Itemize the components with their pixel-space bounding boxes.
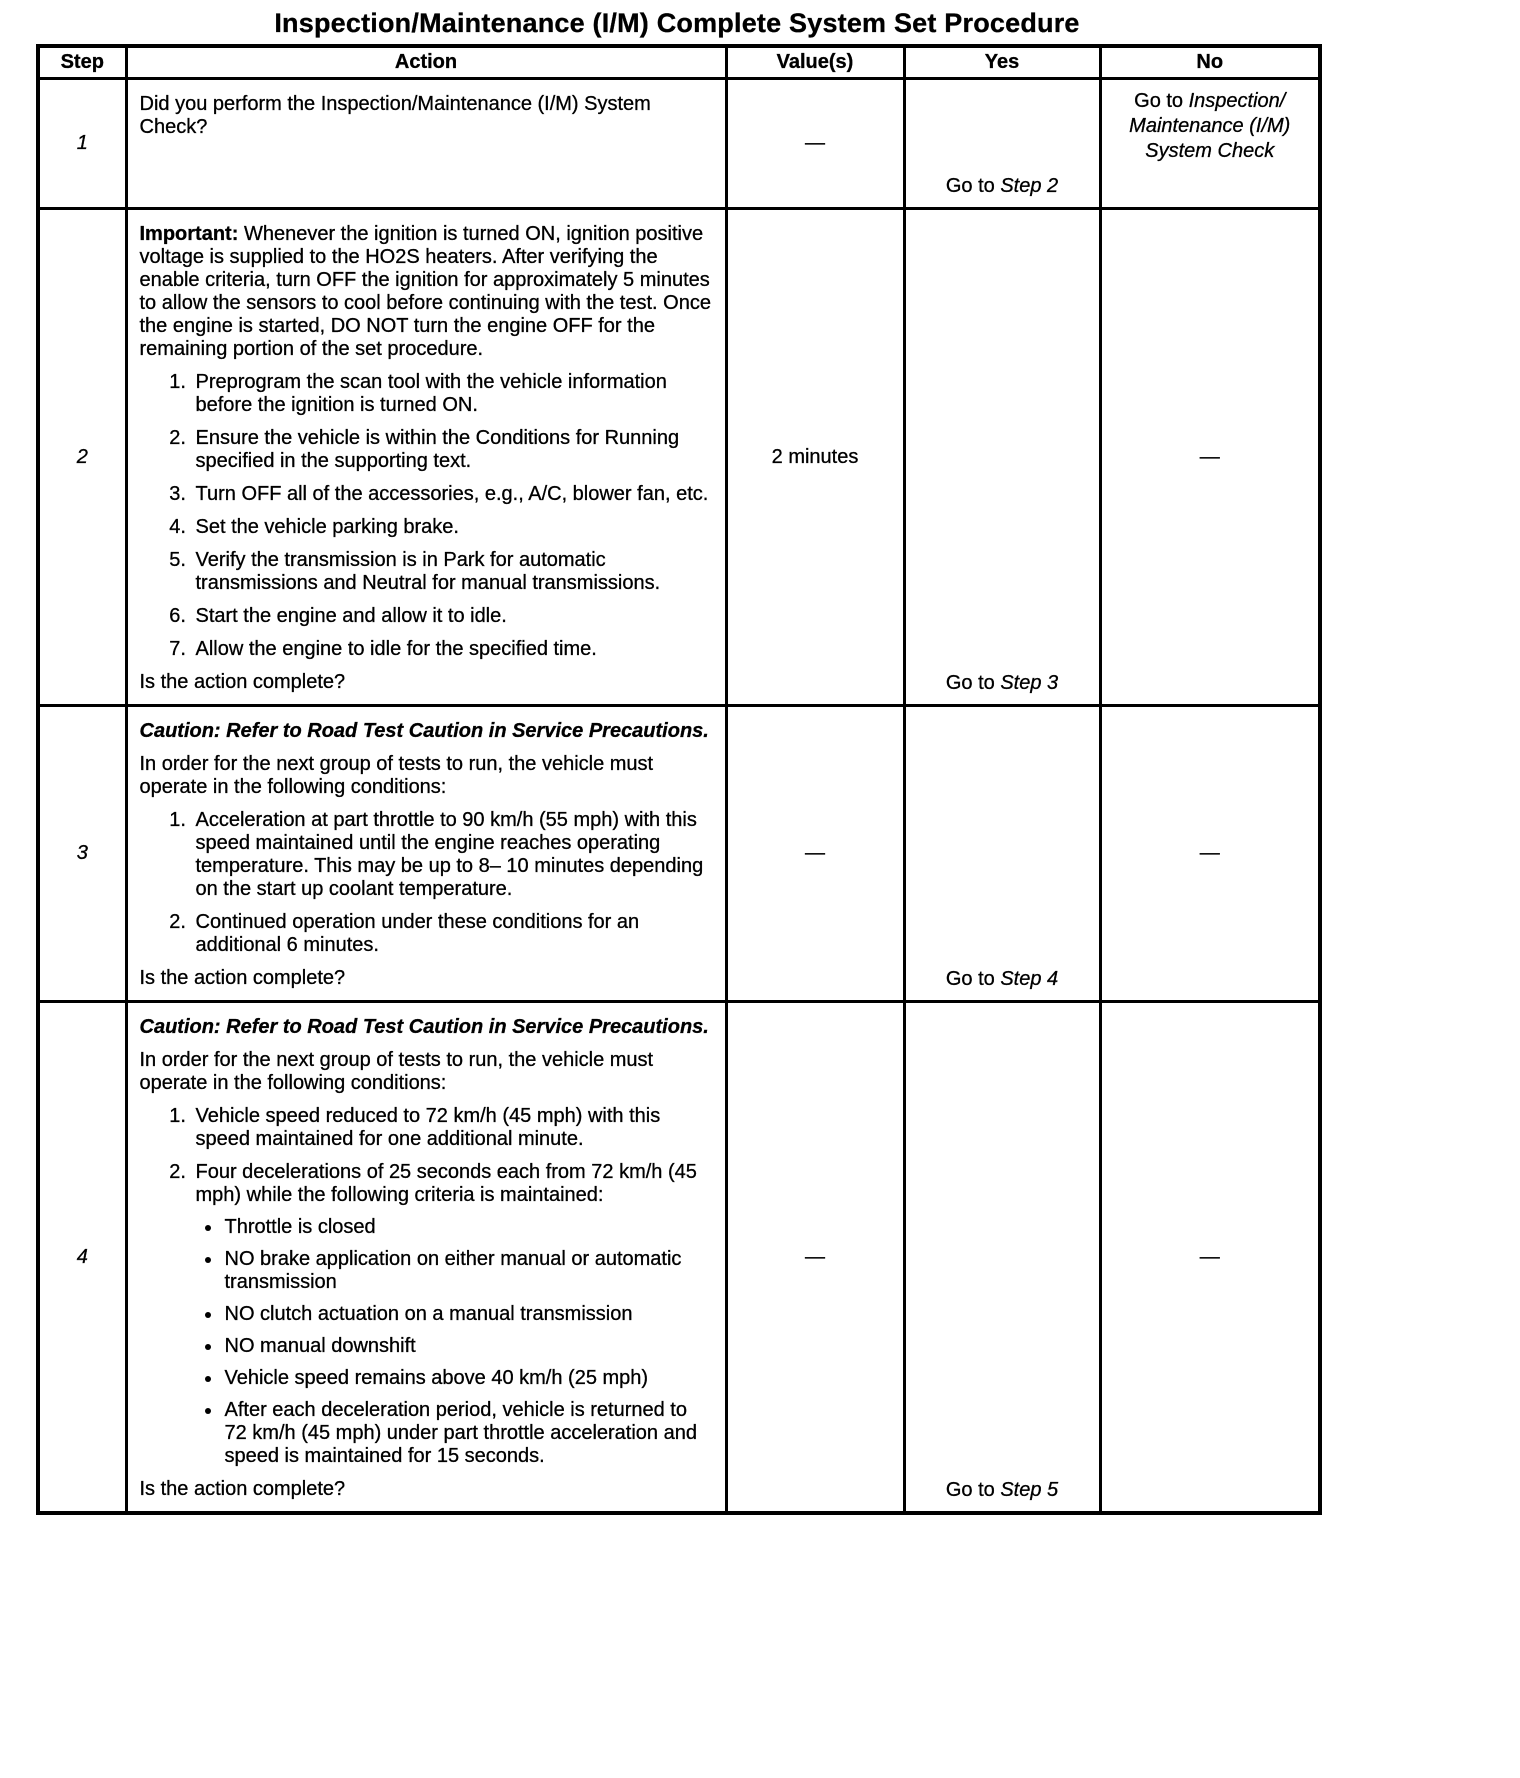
goto-reference: Go to Step 4	[945, 968, 1059, 990]
value-text: —	[805, 1245, 825, 1268]
value-text: 2 minutes	[771, 445, 859, 468]
bullet-item: • NO brake application on either manual or automatic transmission	[223, 1248, 715, 1294]
column-header-action: Action	[126, 46, 726, 79]
goto-target: Inspection/ Maintenance (I/M) System Check	[1129, 90, 1291, 162]
goto-reference: Go to Step 2	[945, 175, 1059, 197]
dash: —	[1199, 842, 1220, 864]
action-cell	[126, 1002, 726, 1514]
bullet-item: • After each deceleration period, vehicle is returned to 72 km/h (45 mph) under part throttle acceleration and speed is maintained for 15 seconds.	[223, 1399, 715, 1468]
yes-cell	[904, 79, 1100, 209]
question-text: Is the action complete?	[139, 1478, 346, 1500]
bullet-item: • Throttle is closed	[223, 1216, 715, 1239]
column-header-step: Step	[38, 46, 126, 79]
action-paragraph: In order for the next group of tests to run, the vehicle must operate in the following conditions:	[139, 1049, 654, 1094]
numbered-list-item: 5. Verify the transmission is in Park for automatic transmissions and Neutral for manual transmissions.	[192, 549, 715, 595]
action-cell	[126, 209, 726, 706]
yes-cell	[904, 1002, 1100, 1514]
numbered-list-item: 4. Set the vehicle parking brake.	[192, 516, 715, 539]
bullet-item: • NO manual downshift	[223, 1335, 715, 1358]
step-cell: 2	[38, 209, 126, 706]
dash: —	[1199, 445, 1220, 468]
goto-target: Step 3	[1000, 672, 1059, 694]
table-row	[38, 706, 1320, 1002]
value-cell	[726, 706, 904, 1002]
value-cell	[726, 1002, 904, 1514]
important-label: Important:	[139, 223, 239, 245]
dash: —	[1199, 1245, 1220, 1268]
action-numbered-list	[140, 809, 715, 957]
action-paragraph: In order for the next group of tests to run, the vehicle must operate in the following conditions:	[139, 753, 654, 798]
action-numbered-list	[140, 371, 715, 661]
step-cell: 3	[38, 706, 126, 1002]
value-cell	[726, 209, 904, 706]
action-paragraph: Important: Whenever the ignition is turned ON, ignition positive voltage is supplied to the HO2S heaters. After verifying the enable criteria, turn OFF the ignition for approximately 5 minutes to allow the sensors to cool before continuing with the test. Once the engine is started, DO NOT turn the engine OFF for the remaining portion of the set procedure.	[139, 223, 711, 360]
table-row	[38, 79, 1320, 209]
action-cell	[126, 79, 726, 209]
numbered-list-item: 1. Preprogram the scan tool with the vehicle information before the ignition is turned ON.	[192, 371, 715, 417]
numbered-list-item: 2. Ensure the vehicle is within the Conditions for Running specified in the supporting text.	[192, 427, 715, 473]
goto-target: Step 4	[1000, 968, 1059, 990]
question-text: Is the action complete?	[139, 967, 346, 989]
numbered-list-item: 6. Start the engine and allow it to idle.	[192, 605, 715, 628]
value-text: —	[805, 132, 825, 154]
goto-target: Step 5	[1000, 1479, 1059, 1501]
numbered-list-item: 3. Turn OFF all of the accessories, e.g., A/C, blower fan, etc.	[192, 483, 715, 506]
yes-cell	[904, 209, 1100, 706]
no-cell	[1100, 706, 1320, 1002]
page-title: Inspection/Maintenance (I/M) Complete System Set Procedure	[274, 8, 1080, 38]
yes-cell	[904, 706, 1100, 1002]
numbered-list-item: 1. Acceleration at part throttle to 90 km/h (55 mph) with this speed maintained until the engine reaches operating temperature. This may be up to 8– 10 minutes depending on the start up coolant temperature.	[192, 809, 715, 901]
numbered-list-item: 1. Vehicle speed reduced to 72 km/h (45 mph) with this speed maintained for one additional minute.	[192, 1105, 715, 1151]
step-cell: 4	[38, 1002, 126, 1514]
bullet-item: • NO clutch actuation on a manual transmission	[223, 1303, 715, 1326]
no-cell	[1100, 1002, 1320, 1514]
caution-text: Caution: Refer to Road Test Caution in Service Precautions.	[139, 720, 709, 742]
header-row	[38, 46, 1320, 79]
action-paragraph: Did you perform the Inspection/Maintenance (I/M) System Check?	[139, 93, 651, 138]
column-header-no: No	[1100, 46, 1320, 79]
table-row	[38, 1002, 1320, 1514]
numbered-list-item: 2. Continued operation under these conditions for an additional 6 minutes.	[192, 911, 715, 957]
column-header-values: Value(s)	[726, 46, 904, 79]
question-text: Is the action complete?	[139, 671, 346, 693]
goto-target: Step 2	[1000, 175, 1059, 197]
no-cell	[1100, 209, 1320, 706]
bullet-item: • Vehicle speed remains above 40 km/h (25 mph)	[223, 1367, 715, 1390]
criteria-bullet-list	[196, 1216, 715, 1468]
column-header-yes: Yes	[904, 46, 1100, 79]
value-text: —	[805, 842, 825, 864]
table-row	[38, 209, 1320, 706]
numbered-list-item: 2. Four decelerations of 25 seconds each from 72 km/h (45 mph) while the following criteria is maintained: • Throttle is closed • NO brake application on either manual or automatic transmission • NO clutch actuation on a manual transmission • NO manual downshift • Vehicle speed remains above 40 km/h (25 mph) • After each deceleration period, vehicle is returned to 72 km/h (45 mph) under part throttle acceleration and speed is maintained for 15 seconds.	[192, 1161, 715, 1468]
goto-reference: Go to Step 5	[945, 1479, 1059, 1501]
numbered-list-item: 7. Allow the engine to idle for the specified time.	[192, 638, 715, 661]
value-cell	[726, 79, 904, 209]
table-body	[38, 79, 1320, 1514]
goto-reference: Go to Step 3	[945, 672, 1059, 694]
action-cell	[126, 706, 726, 1002]
no-cell	[1100, 79, 1320, 209]
goto-reference: Go to Inspection/ Maintenance (I/M) System Check	[1129, 90, 1291, 162]
caution-text: Caution: Refer to Road Test Caution in Service Precautions.	[139, 1016, 709, 1038]
procedure-table	[36, 44, 1322, 1515]
step-cell: 1	[38, 79, 126, 209]
action-numbered-list	[140, 1105, 715, 1468]
